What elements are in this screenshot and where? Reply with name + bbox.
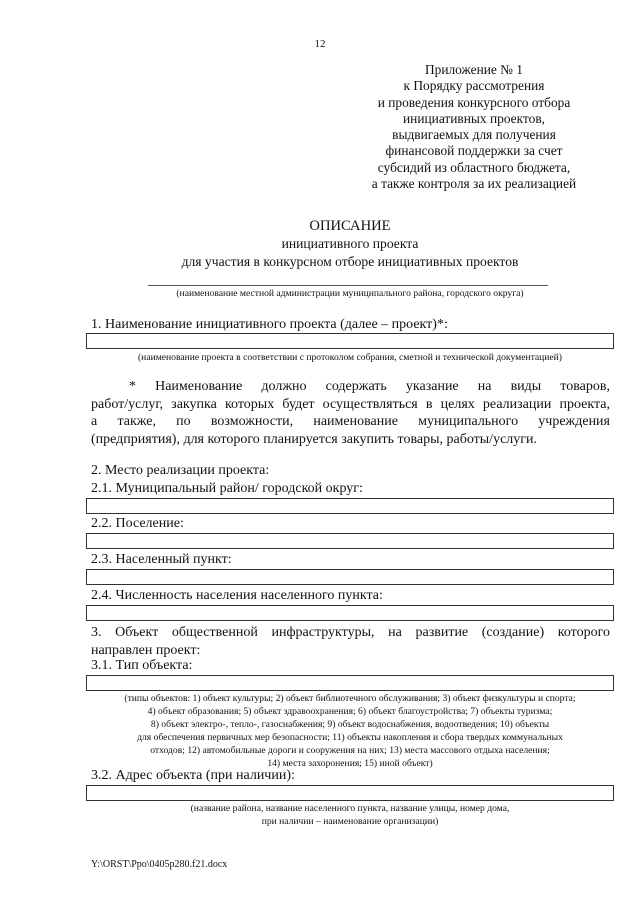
settlement-label: 2.2. Поселение: bbox=[91, 516, 184, 531]
locality-field[interactable] bbox=[86, 569, 614, 585]
caption-line: отходов; 12) автомобильные дороги и сооружения на них; 13) места массового отдыха населения; bbox=[150, 745, 550, 756]
document-subtitle: инициативного проекта bbox=[281, 236, 419, 251]
caption-line: (типы объектов: 1) объект культуры; 2) объект библиотечного обслуживания; 3) объект физкультуры и спорта; bbox=[124, 693, 576, 704]
admin-name-line bbox=[148, 285, 548, 286]
page-number: 12 bbox=[314, 38, 326, 50]
document-subtitle-2: для участия в конкурсном отборе инициативных проектов bbox=[181, 254, 519, 269]
footnote-line: (предприятия), для которого планируется закупить товары, работы/услуги. bbox=[91, 431, 538, 447]
caption-line: для обеспечения первичных мер безопасности; 11) объекты накопления и сбора твердых коммунальных bbox=[137, 732, 563, 743]
object-type-field[interactable] bbox=[86, 675, 614, 691]
document-title: ОПИСАНИЕ bbox=[309, 218, 391, 234]
caption-line: 14) места захоронения; 15) иной объект) bbox=[267, 758, 433, 769]
caption-line: 4) объект образования; 5) объект здравоохранения; 6) объект благоустройства; 7) объекты туризма; bbox=[147, 706, 553, 717]
footnote-line: * Наименование должно содержать указание на виды товаров, bbox=[129, 379, 610, 394]
annex-line: а также контроля за их реализацией bbox=[371, 176, 577, 192]
footnote-line: а также, по возможности, наименование муниципального учреждения bbox=[91, 414, 610, 429]
object-type-label: 3.1. Тип объекта: bbox=[91, 658, 193, 673]
annex-header bbox=[320, 62, 628, 192]
district-field[interactable] bbox=[86, 498, 614, 514]
annex-line: финансовой поддержки за счет bbox=[385, 143, 563, 159]
annex-line: инициативных проектов, bbox=[402, 110, 545, 126]
settlement-field[interactable] bbox=[86, 533, 614, 549]
file-path-footer: Y:\ORST\Ppo\0405p280.f21.docx bbox=[91, 859, 228, 870]
caption-line: 8) объект электро-, тепло-, газоснабжения; 9) объект водоснабжения, водоотведения; 10) объекты bbox=[150, 719, 550, 730]
section-3-heading-line: направлен проект: bbox=[91, 642, 201, 658]
admin-caption: (наименование местной администрации муниципального района, городского округа) bbox=[176, 288, 524, 299]
locality-label: 2.3. Населенный пункт: bbox=[91, 552, 232, 567]
project-name-field[interactable] bbox=[86, 333, 614, 349]
caption-line: при наличии – наименование организации) bbox=[261, 816, 439, 827]
annex-line: к Порядку рассмотрения bbox=[403, 78, 545, 94]
object-address-label: 3.2. Адрес объекта (при наличии): bbox=[91, 768, 295, 783]
annex-line: выдвигаемых для получения bbox=[392, 127, 556, 143]
object-address-caption bbox=[86, 802, 614, 828]
district-label: 2.1. Муниципальный район/ городской округ: bbox=[91, 481, 363, 496]
caption-line: (название района, название населенного пункта, название улицы, номер дома, bbox=[190, 803, 510, 814]
object-address-field[interactable] bbox=[86, 785, 614, 801]
annex-line: и проведения конкурсного отбора bbox=[377, 94, 571, 110]
population-label: 2.4. Численность населения населенного пункта: bbox=[91, 588, 383, 603]
project-name-caption: (наименование проекта в соответствии с протоколом собрания, сметной и технической документацией) bbox=[137, 352, 563, 363]
section-2-heading: 2. Место реализации проекта: bbox=[91, 463, 270, 478]
section-3-heading-line: 3. Объект общественной инфраструктуры, на развитие (создание) которого bbox=[91, 625, 610, 640]
object-type-caption bbox=[60, 692, 640, 770]
section-3-heading bbox=[91, 624, 610, 659]
section-1-heading: 1. Наименование инициативного проекта (далее – проект)*: bbox=[91, 317, 448, 332]
footnote-line: работ/услуг, закупка которых будет осуществляться в целях реализации проекта, bbox=[91, 396, 610, 412]
annex-line: Приложение № 1 bbox=[424, 62, 524, 77]
annex-line: субсидий из областного бюджета, bbox=[377, 159, 571, 175]
footnote-paragraph bbox=[91, 378, 610, 448]
population-field[interactable] bbox=[86, 605, 614, 621]
